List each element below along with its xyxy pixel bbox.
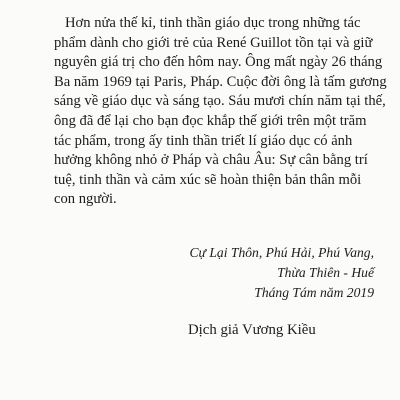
paragraph-line: nguyên giá trị cho đến hôm nay. Ông mất ngày 26 tháng <box>54 54 383 71</box>
signature-date: Tháng Tám năm 2019 <box>254 285 374 300</box>
signature-place-line2: Thừa Thiên - Huế <box>277 265 374 280</box>
paragraph-line: Hơn nửa thế kỉ, tinh thần giáo dục trong những tác <box>65 15 361 31</box>
signature-block <box>54 243 374 303</box>
paragraph-line: hưởng không nhỏ ở Pháp và châu Âu: Sự cân bằng trí <box>54 152 368 169</box>
body-paragraph <box>54 14 387 210</box>
signature-place-line1: Cự Lại Thôn, Phú Hải, Phú Vang, <box>189 245 374 260</box>
paragraph-line: sáng về giáo dục và sáng tạo. Sáu mươi chín năm tại thế, <box>54 93 386 110</box>
translator-credit: Dịch giả Vương Kiều <box>188 322 316 338</box>
paragraph-line: tác phẩm, trong ấy tinh thần triết lí giáo dục có ảnh <box>54 132 353 149</box>
paragraph-line: con người. <box>54 191 117 208</box>
paragraph-line: Ba năm 1969 tại Paris, Pháp. Cuộc đời ông là tấm gương <box>54 73 387 90</box>
paragraph-line: tuệ, tinh thần và cảm xúc sẽ hoàn thiện bản thân mỗi <box>54 171 362 188</box>
paragraph-line: ông đã để lại cho bạn đọc khắp thế giới trên một trăm <box>54 112 367 129</box>
paragraph-line: phẩm dành cho giới trẻ của René Guillot tồn tại và giữ <box>54 34 373 51</box>
